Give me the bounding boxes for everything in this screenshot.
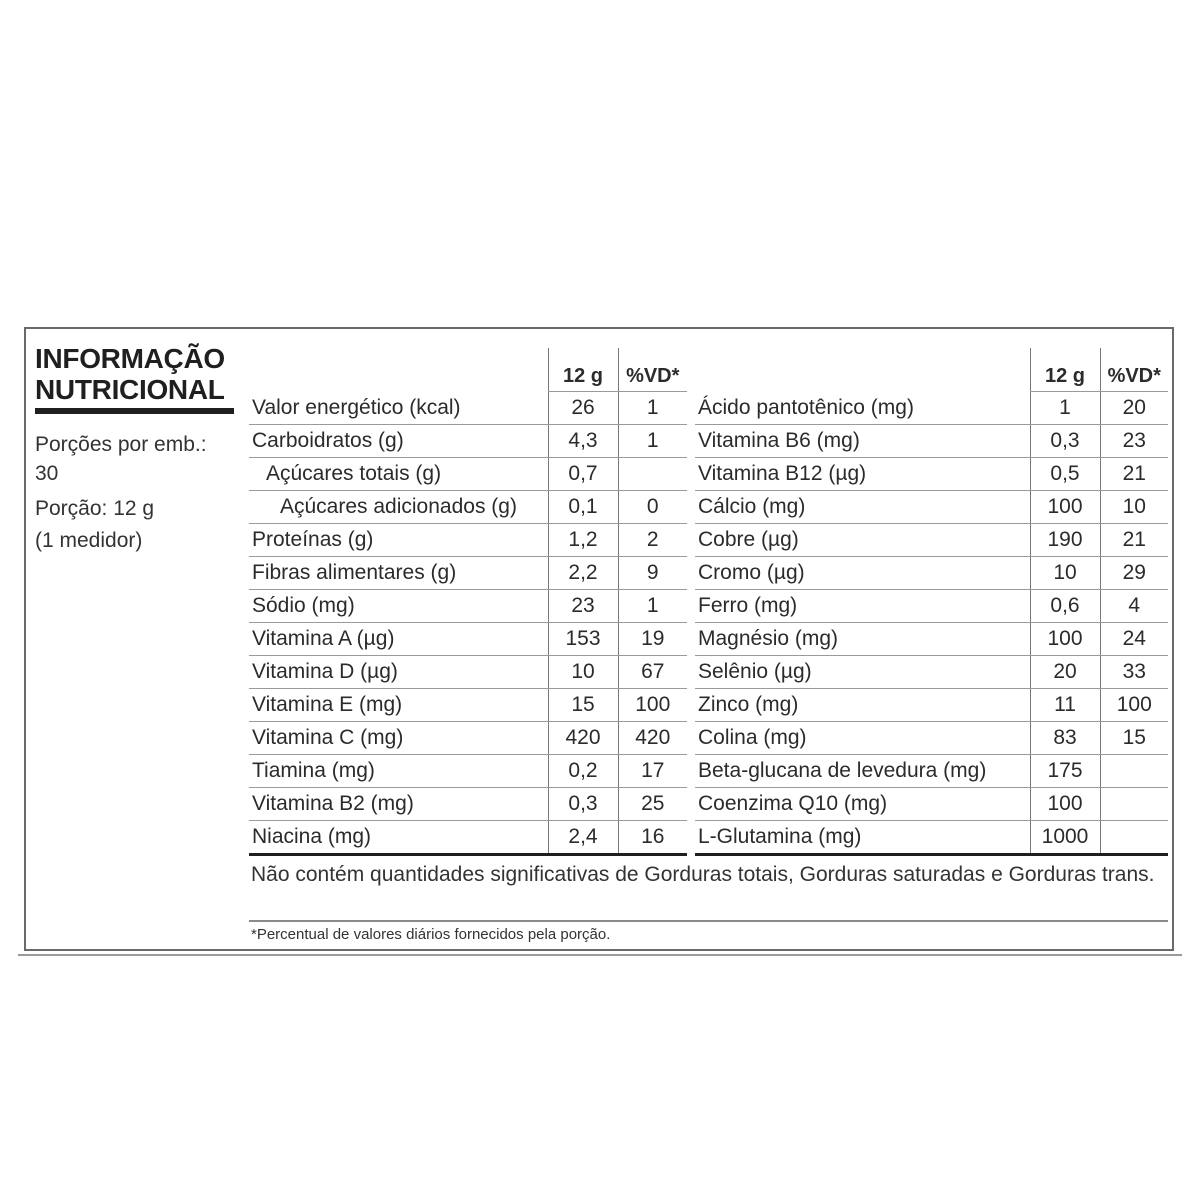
- nutrient-amount: 4,3: [548, 425, 618, 458]
- note-divider: [249, 920, 1168, 922]
- nutrient-name: Beta-glucana de levedura (mg): [695, 755, 1030, 788]
- nutrient-amount: 0,7: [548, 458, 618, 491]
- nutrient-dv: 1: [618, 392, 687, 425]
- table-row: [695, 722, 1168, 755]
- table-row: [249, 623, 687, 656]
- nutrient-dv: 4: [1100, 590, 1168, 623]
- nutrient-dv: 2: [618, 524, 687, 557]
- nutrient-dv: 24: [1100, 623, 1168, 656]
- title-line-1: INFORMAÇÃO: [35, 343, 225, 374]
- nutrient-amount: 0,3: [548, 788, 618, 821]
- nutrient-amount: 175: [1030, 755, 1100, 788]
- table-row: [695, 689, 1168, 722]
- nutrient-dv: 420: [618, 722, 687, 755]
- portions-value: 30: [35, 462, 59, 485]
- nutrient-amount: 0,3: [1030, 425, 1100, 458]
- table-row: [695, 656, 1168, 689]
- nutrient-name: Sódio (mg): [249, 590, 548, 623]
- insignificant-amounts-note: Não contém quantidades significativas de Gorduras totais, Gorduras saturadas e Gorduras trans.: [251, 863, 1155, 886]
- table-row: [249, 689, 687, 722]
- nutrient-name: Niacina (mg): [249, 821, 548, 855]
- daily-value-footnote: *Percentual de valores diários fornecidos pela porção.: [251, 926, 611, 943]
- table-row: [249, 491, 687, 524]
- table-row: [249, 755, 687, 788]
- nutrient-amount: 15: [548, 689, 618, 722]
- nutrient-name: Selênio (µg): [695, 656, 1030, 689]
- nutrient-dv: 23: [1100, 425, 1168, 458]
- table-row: [695, 425, 1168, 458]
- nutrient-name: Açúcares totais (g): [249, 458, 548, 491]
- header-dv: %VD*: [618, 348, 687, 392]
- nutrient-dv: 1: [618, 590, 687, 623]
- nutrient-dv: [1100, 755, 1168, 788]
- nutrient-amount: 1: [1030, 392, 1100, 425]
- header-blank: [249, 348, 548, 392]
- table-row: [695, 788, 1168, 821]
- nutrient-table-right: [695, 348, 1168, 856]
- title-line-2: NUTRICIONAL: [35, 374, 225, 405]
- nutrient-dv: 10: [1100, 491, 1168, 524]
- nutrient-name: Vitamina E (mg): [249, 689, 548, 722]
- nutrient-amount: 100: [1030, 623, 1100, 656]
- nutrient-amount: 26: [548, 392, 618, 425]
- nutrient-dv: [1100, 821, 1168, 855]
- nutrient-dv: 21: [1100, 524, 1168, 557]
- nutrient-amount: 100: [1030, 491, 1100, 524]
- nutrient-amount: 23: [548, 590, 618, 623]
- nutrient-dv: 21: [1100, 458, 1168, 491]
- nutrient-amount: 2,4: [548, 821, 618, 855]
- nutrient-amount: 0,2: [548, 755, 618, 788]
- nutrient-name: Cobre (µg): [695, 524, 1030, 557]
- nutrient-dv: 20: [1100, 392, 1168, 425]
- nutrient-table-left: [249, 348, 687, 856]
- table-row: [695, 491, 1168, 524]
- nutrient-dv: 33: [1100, 656, 1168, 689]
- nutrient-dv: 25: [618, 788, 687, 821]
- nutrient-name: Magnésio (mg): [695, 623, 1030, 656]
- table-row: [249, 392, 687, 425]
- nutrient-dv: 16: [618, 821, 687, 855]
- nutrient-dv: 17: [618, 755, 687, 788]
- nutrient-amount: 1,2: [548, 524, 618, 557]
- table-row: [695, 755, 1168, 788]
- table-row: [249, 425, 687, 458]
- nutrient-name: Vitamina B2 (mg): [249, 788, 548, 821]
- nutrient-name: Ferro (mg): [695, 590, 1030, 623]
- bottom-divider: [18, 954, 1182, 956]
- nutrient-amount: 0,1: [548, 491, 618, 524]
- table-row: [249, 590, 687, 623]
- nutrient-amount: 0,5: [1030, 458, 1100, 491]
- nutrient-amount: 10: [1030, 557, 1100, 590]
- nutrient-dv: 0: [618, 491, 687, 524]
- portions-label: Porções por emb.:: [35, 433, 207, 456]
- nutrient-amount: 20: [1030, 656, 1100, 689]
- table-header-row: [695, 348, 1168, 392]
- nutrient-name: Vitamina B6 (mg): [695, 425, 1030, 458]
- table-row: [249, 722, 687, 755]
- title-divider: [35, 408, 234, 414]
- nutrient-dv: 67: [618, 656, 687, 689]
- nutrient-dv: 29: [1100, 557, 1168, 590]
- nutrient-amount: 100: [1030, 788, 1100, 821]
- nutrient-amount: 0,6: [1030, 590, 1100, 623]
- table-row: [695, 821, 1168, 855]
- nutrient-dv: [618, 458, 687, 491]
- table-row: [249, 458, 687, 491]
- nutrient-dv: 100: [618, 689, 687, 722]
- nutrient-name: Valor energético (kcal): [249, 392, 548, 425]
- nutrient-name: Coenzima Q10 (mg): [695, 788, 1030, 821]
- nutrient-name: Proteínas (g): [249, 524, 548, 557]
- table-row: [695, 590, 1168, 623]
- nutrient-name: Zinco (mg): [695, 689, 1030, 722]
- nutrient-amount: 420: [548, 722, 618, 755]
- nutrient-name: L-Glutamina (mg): [695, 821, 1030, 855]
- nutrient-amount: 2,2: [548, 557, 618, 590]
- panel-title: [35, 343, 245, 405]
- portion-detail: (1 medidor): [35, 529, 143, 552]
- nutrient-dv: [1100, 788, 1168, 821]
- header-dv: %VD*: [1100, 348, 1168, 392]
- table-row: [695, 623, 1168, 656]
- table-row: [695, 392, 1168, 425]
- nutrient-amount: 11: [1030, 689, 1100, 722]
- nutrient-amount: 83: [1030, 722, 1100, 755]
- nutrient-name: Fibras alimentares (g): [249, 557, 548, 590]
- header-amount: 12 g: [548, 348, 618, 392]
- nutrient-name: Tiamina (mg): [249, 755, 548, 788]
- nutrient-name: Cálcio (mg): [695, 491, 1030, 524]
- nutrient-name: Vitamina A (µg): [249, 623, 548, 656]
- header-blank: [695, 348, 1030, 392]
- nutrient-dv: 1: [618, 425, 687, 458]
- nutrient-name: Cromo (µg): [695, 557, 1030, 590]
- table-row: [249, 788, 687, 821]
- table-row: [695, 524, 1168, 557]
- nutrient-name: Açúcares adicionados (g): [249, 491, 548, 524]
- table-row: [249, 656, 687, 689]
- nutrient-amount: 10: [548, 656, 618, 689]
- table-row: [249, 821, 687, 855]
- nutrient-name: Ácido pantotênico (mg): [695, 392, 1030, 425]
- header-amount: 12 g: [1030, 348, 1100, 392]
- table-row: [695, 557, 1168, 590]
- nutrient-amount: 190: [1030, 524, 1100, 557]
- nutrient-dv: 100: [1100, 689, 1168, 722]
- nutrient-name: Vitamina C (mg): [249, 722, 548, 755]
- table-header-row: [249, 348, 687, 392]
- nutrient-amount: 153: [548, 623, 618, 656]
- table-row: [249, 557, 687, 590]
- table-row: [695, 458, 1168, 491]
- nutrient-name: Carboidratos (g): [249, 425, 548, 458]
- nutrient-name: Vitamina D (µg): [249, 656, 548, 689]
- nutrient-dv: 9: [618, 557, 687, 590]
- nutrient-name: Vitamina B12 (µg): [695, 458, 1030, 491]
- nutrition-facts-panel: [24, 327, 1174, 951]
- table-row: [249, 524, 687, 557]
- portion-size: Porção: 12 g: [35, 497, 155, 520]
- nutrient-dv: 19: [618, 623, 687, 656]
- nutrient-amount: 1000: [1030, 821, 1100, 855]
- nutrient-dv: 15: [1100, 722, 1168, 755]
- nutrient-name: Colina (mg): [695, 722, 1030, 755]
